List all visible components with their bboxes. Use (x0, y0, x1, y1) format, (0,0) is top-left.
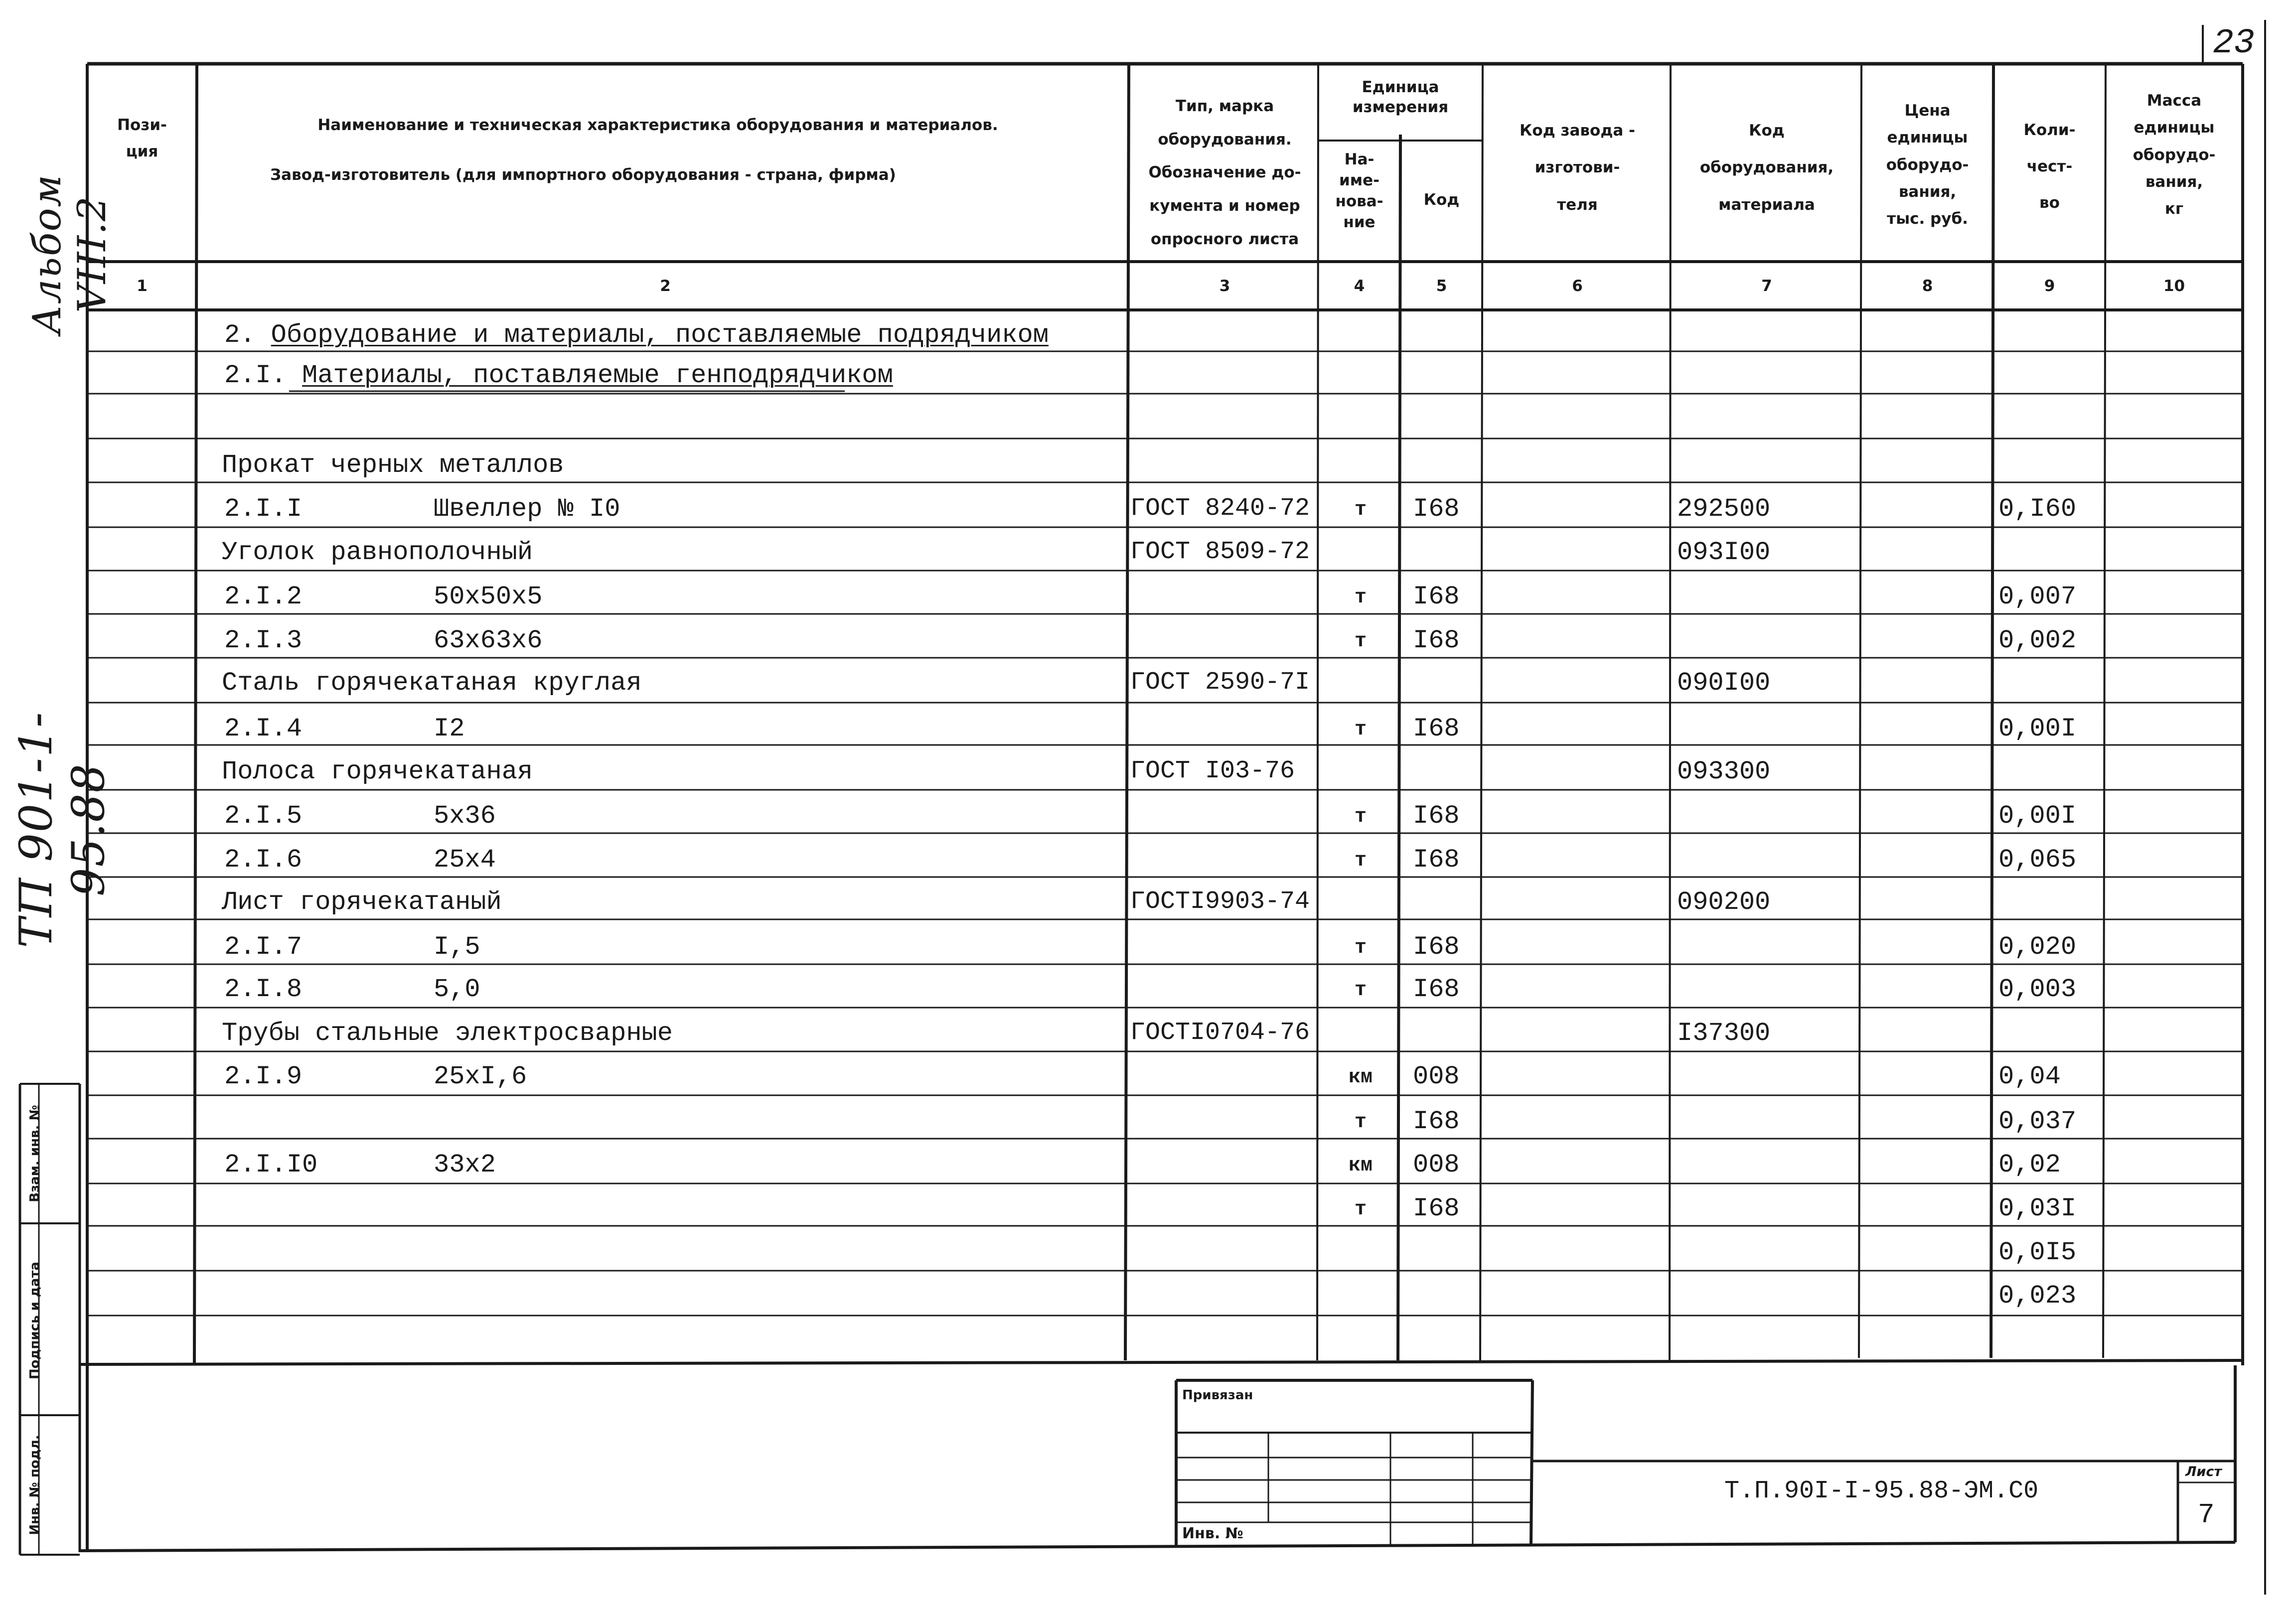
table-row-8-doc: ГОСТ I03-76 (1130, 757, 1295, 785)
table-row-7-unit: т (1354, 719, 1367, 741)
table-row-13-unit: т (1354, 979, 1367, 1002)
table-row-10-size: 25x4 (434, 845, 496, 875)
table-row-11-mat-code: 090200 (1677, 887, 1771, 917)
header-name-line1: Наименование и техническая характеристика оборудования и материалов. (317, 116, 998, 134)
table-row-9-code: I68 (1413, 801, 1460, 831)
header-position: Пози- ция (117, 116, 167, 160)
table-row-15-code: 008 (1413, 1062, 1460, 1091)
table-row-7-pos: 2.I.4 (224, 714, 303, 743)
table-row-15-unit: км (1348, 1066, 1373, 1089)
table-row-18-qty: 0,03I (1998, 1194, 2077, 1223)
col-number-9: 9 (2044, 277, 2055, 295)
header-material-code: Код оборудования, материала (1699, 122, 1834, 214)
table-row-4-code: I68 (1413, 582, 1460, 611)
table-row-2-size: Швеллер № I0 (434, 494, 620, 524)
table-row-6-doc: ГОСТ 2590-7I (1130, 668, 1310, 697)
table-row-2-doc: ГОСТ 8240-72 (1130, 494, 1310, 523)
table-row-12-size: I,5 (434, 932, 480, 962)
table-row-14-name: Трубы стальные электросварные (222, 1019, 673, 1048)
table-row-9-pos: 2.I.5 (224, 801, 303, 831)
table-row-3-doc: ГОСТ 8509-72 (1130, 538, 1310, 566)
table-row-15-qty: 0,04 (1998, 1062, 2061, 1091)
album-label: Альбом VIII.2 (25, 173, 115, 335)
col-number-1: 1 (137, 277, 148, 295)
table-row-5-unit: т (1354, 630, 1367, 653)
table-row-4-pos: 2.I.2 (224, 582, 303, 611)
table-row-12-code: I68 (1413, 932, 1460, 962)
table-row-7-code: I68 (1413, 714, 1460, 743)
table-row-6-name: Сталь горячекатаная круглая (222, 668, 642, 698)
table-row-16-code: I68 (1413, 1107, 1460, 1136)
table-row-14-mat-code: I37300 (1677, 1019, 1771, 1048)
col-number-8: 8 (1922, 277, 1933, 295)
table-row-6-mat-code: 090I00 (1677, 668, 1771, 698)
table-row-17-code: 008 (1413, 1150, 1460, 1179)
table-row-2-mat-code: 292500 (1677, 494, 1771, 524)
subsection-heading (224, 363, 893, 389)
table-row-8-mat-code: 093300 (1677, 757, 1771, 786)
table-row-1-name: Прокат черных металлов (222, 450, 564, 480)
inv-label: Инв. № (1182, 1525, 1243, 1542)
header-type: Тип, марка оборудования. Обозначение до- кумента и номер опросного листа (1148, 97, 1301, 248)
attached-label: Привязан (1182, 1388, 1253, 1403)
table-row-5-code: I68 (1413, 626, 1460, 655)
section-heading-number: 2. (224, 320, 256, 350)
table-row-13-qty: 0,003 (1998, 975, 2077, 1004)
table-row-5-size: 63x63x6 (434, 626, 543, 655)
header-price: Цена единицы оборудо- вания, тыс. руб. (1886, 102, 1969, 228)
table-row-20-qty: 0,023 (1998, 1281, 2077, 1311)
table-row-4-size: 50x50x5 (434, 582, 543, 611)
table-row-13-code: I68 (1413, 975, 1460, 1004)
table-row-7-size: I2 (434, 714, 465, 743)
table-row-12-unit: т (1354, 937, 1367, 959)
table-row-14-doc: ГОСТI0704-76 (1130, 1019, 1310, 1047)
table-row-10-code: I68 (1413, 845, 1460, 875)
header-mass: Масса единицы оборудо- вания, кг (2133, 92, 2216, 218)
table-row-10-pos: 2.I.6 (224, 845, 303, 875)
table-row-9-unit: т (1354, 806, 1367, 828)
header-quantity: Коли- чест- во (2023, 121, 2076, 212)
page-number: 23 (2213, 24, 2255, 63)
table-row-15-pos: 2.I.9 (224, 1062, 303, 1091)
header-unit-group: Единица измерения (1352, 78, 1449, 117)
col-number-7: 7 (1761, 277, 1772, 295)
table-row-3-name: Уголок равнополочный (222, 538, 533, 567)
sheet-number: 7 (2198, 1499, 2215, 1531)
table-row-11-name: Лист горячекатаный (222, 887, 502, 917)
sheet-label: Лист (2185, 1464, 2222, 1479)
table-row-18-code: I68 (1413, 1194, 1460, 1223)
header-factory-code: Код завода - изготови- теля (1520, 122, 1635, 214)
document-code: Т.П.90I-I-95.88-ЭМ.С0 (1724, 1477, 2039, 1505)
col-number-10: 10 (2163, 277, 2185, 295)
table-row-4-unit: т (1354, 587, 1367, 609)
table-row-9-size: 5x36 (434, 801, 496, 831)
table-row-2-code: I68 (1413, 494, 1460, 524)
table-row-12-qty: 0,020 (1998, 932, 2077, 962)
table-row-12-pos: 2.I.7 (224, 932, 303, 962)
subsection-number: 2.I. (224, 361, 287, 390)
table-row-4-qty: 0,007 (1998, 582, 2077, 611)
col-number-4: 4 (1354, 277, 1365, 295)
table-row-10-qty: 0,065 (1998, 845, 2077, 875)
table-row-5-pos: 2.I.3 (224, 626, 303, 655)
header-name-line2: Завод-изготовитель (для импортного оборудования - страна, фирма) (270, 166, 896, 184)
table-row-7-qty: 0,00I (1998, 714, 2077, 743)
table-row-13-pos: 2.I.8 (224, 975, 303, 1004)
table-row-19-qty: 0,0I5 (1998, 1238, 2077, 1267)
section-heading (224, 322, 1049, 348)
table-row-2-pos: 2.I.I (224, 494, 303, 524)
table-row-17-unit: км (1348, 1155, 1373, 1177)
subsection-text: Материалы, поставляемые генподрядчиком (302, 361, 893, 390)
stamp-inv-original: Инв. № подл. (27, 1435, 42, 1535)
table-row-9-qty: 0,00I (1998, 801, 2077, 831)
table-row-2-unit: т (1354, 499, 1367, 521)
header-unit-code: Код (1423, 191, 1460, 209)
table-row-13-size: 5,0 (434, 975, 480, 1004)
table-row-8-name: Полоса горячекатаная (222, 757, 533, 786)
table-row-3-mat-code: 093I00 (1677, 538, 1771, 567)
table-row-5-qty: 0,002 (1998, 626, 2077, 655)
table-row-16-unit: т (1354, 1111, 1367, 1134)
header-unit-name: На- име- нова- ние (1335, 150, 1383, 231)
table-row-10-unit: т (1354, 850, 1367, 872)
section-heading-text: Оборудование и материалы, поставляемые подрядчиком (271, 320, 1049, 350)
stamp-signature-date: Подпись и дата (27, 1261, 42, 1380)
col-number-2: 2 (660, 277, 671, 295)
table-row-17-size: 33x2 (434, 1150, 496, 1179)
project-code-vertical: ТП 901-1-95.88 (10, 711, 115, 948)
col-number-5: 5 (1436, 277, 1447, 295)
table-row-17-pos: 2.I.I0 (224, 1150, 318, 1179)
table-row-16-qty: 0,037 (1998, 1107, 2077, 1136)
table-row-15-size: 25xI,6 (434, 1062, 527, 1091)
table-row-17-qty: 0,02 (1998, 1150, 2061, 1179)
stamp-replacement-inv: Взам. инв. № (27, 1105, 42, 1202)
table-row-11-doc: ГОСТI9903-74 (1130, 887, 1310, 916)
col-number-6: 6 (1572, 277, 1583, 295)
table-row-18-unit: т (1354, 1198, 1367, 1221)
col-number-3: 3 (1219, 277, 1230, 295)
table-row-2-qty: 0,I60 (1998, 494, 2077, 524)
